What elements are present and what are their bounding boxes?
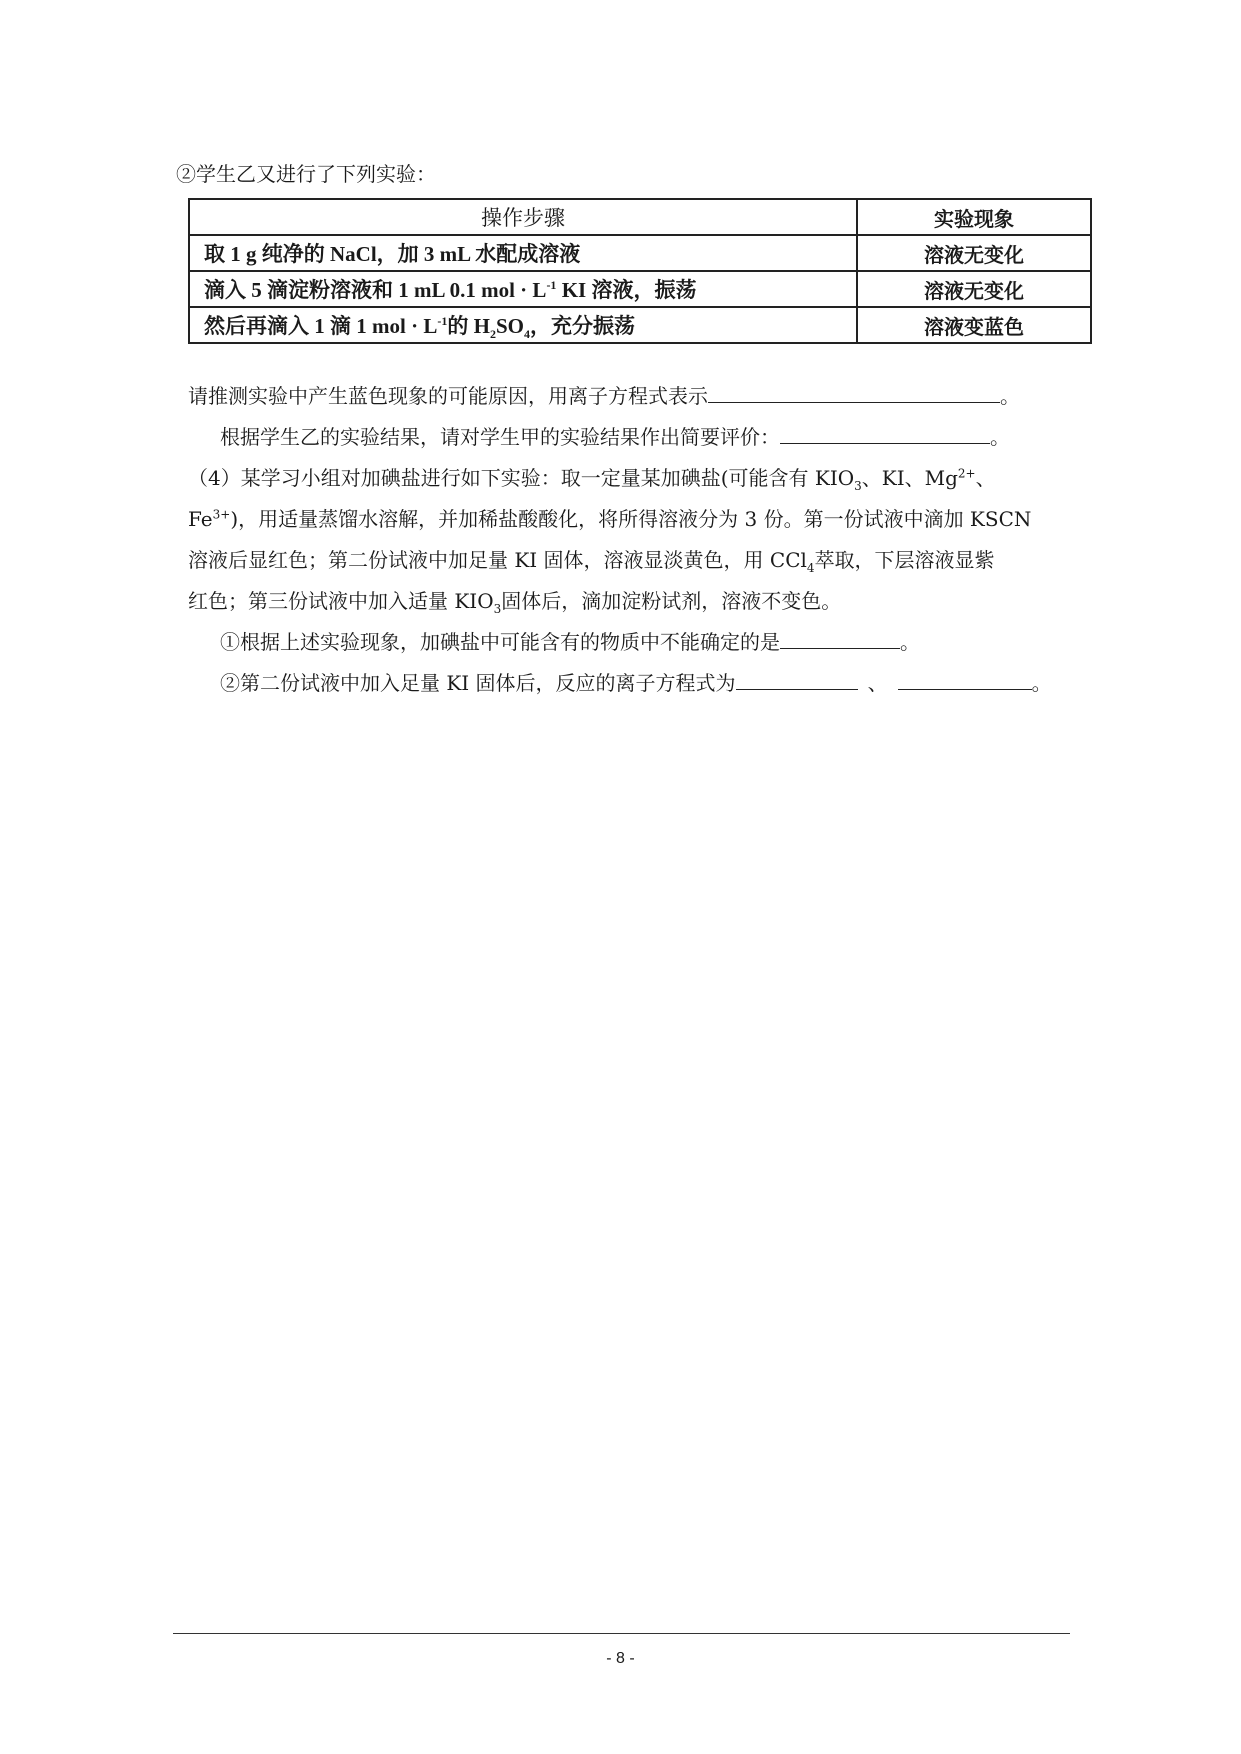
answer-blank[interactable] xyxy=(736,669,858,690)
page-number: - 8 - xyxy=(606,1650,635,1667)
step-cell xyxy=(189,307,857,343)
q4-text: 固体后，滴加淀粉试剂，溶液不变色。 xyxy=(501,589,842,613)
question-reason xyxy=(188,382,1020,410)
punctuation: 。 xyxy=(990,425,1010,449)
q4-text: 、KI、Mg xyxy=(861,466,958,490)
subscript: 4 xyxy=(806,561,815,575)
step-cell: 取 1 g 纯净的 NaCl，加 3 mL 水配成溶液 xyxy=(189,235,857,271)
punctuation: 。 xyxy=(900,630,920,654)
subscript: 3 xyxy=(854,479,862,493)
question-evaluation xyxy=(220,423,1010,451)
question-text: 请推测实验中产生蓝色现象的可能原因，用离子方程式表示 xyxy=(188,384,708,408)
step-text: KI 溶液，振荡 xyxy=(556,278,697,302)
step-text: SO xyxy=(495,314,524,338)
sub-question-1 xyxy=(220,628,920,656)
superscript: 3+ xyxy=(212,507,231,522)
subscript: 3 xyxy=(493,602,502,616)
observation-cell: 溶液无变化 xyxy=(857,235,1091,271)
q4-text: )，用适量蒸馏水溶解，并加稀盐酸酸化，将所得溶液分为 3 份。第一份试液中滴加 KSCN xyxy=(230,507,1032,531)
sub-question-2 xyxy=(220,669,1052,697)
separator: 、 xyxy=(867,671,888,695)
footer-divider xyxy=(173,1633,1070,1634)
step-text: 然后再滴入 1 滴 1 mol · L xyxy=(204,314,438,338)
table-row xyxy=(189,307,1091,343)
q4-text: Fe xyxy=(188,507,213,531)
superscript: -1 xyxy=(546,278,557,292)
q4-text: （4）某学习小组对加碘盐进行如下实验：取一定量某加碘盐(可能含有 KIO xyxy=(188,466,855,490)
subscript: 2 xyxy=(489,327,496,342)
observation-cell: 溶液变蓝色 xyxy=(857,307,1091,343)
header-steps: 操作步骤 xyxy=(189,199,857,235)
experiment-table xyxy=(188,198,1092,344)
table-row xyxy=(189,271,1091,307)
question-text: 根据学生乙的实验结果，请对学生甲的实验结果作出简要评价： xyxy=(220,425,780,449)
question-text: ②第二份试液中加入足量 KI 固体后，反应的离子方程式为 xyxy=(220,671,736,695)
table-header-row xyxy=(189,199,1091,235)
q4-line-3 xyxy=(188,546,995,574)
answer-blank[interactable] xyxy=(708,382,1000,403)
q4-text: 红色；第三份试液中加入适量 KIO xyxy=(188,589,494,613)
punctuation: 。 xyxy=(1000,384,1020,408)
q4-text: 、 xyxy=(975,466,996,490)
answer-blank[interactable] xyxy=(898,669,1032,690)
q4-text: 萃取，下层溶液显紫 xyxy=(814,548,995,572)
superscript: -1 xyxy=(437,314,448,328)
q4-text: 溶液后显红色；第二份试液中加足量 KI 固体，溶液显淡黄色，用 CCl xyxy=(188,548,807,572)
step-text: 的 H xyxy=(447,314,490,338)
answer-blank[interactable] xyxy=(780,628,900,649)
step-cell xyxy=(189,271,857,307)
step-text: ，充分振荡 xyxy=(529,314,635,338)
q4-line-4 xyxy=(188,587,841,615)
observation-cell: 溶液无变化 xyxy=(857,271,1091,307)
superscript: 2+ xyxy=(957,466,976,481)
intro-text: ②学生乙又进行了下列实验： xyxy=(176,162,436,186)
q4-line-1 xyxy=(188,464,996,492)
step-text: 滴入 5 滴淀粉溶液和 1 mL 0.1 mol · L xyxy=(204,278,547,302)
answer-blank[interactable] xyxy=(780,423,990,444)
subscript: 4 xyxy=(523,327,530,342)
table-row xyxy=(189,235,1091,271)
punctuation: 。 xyxy=(1031,671,1052,695)
header-observation: 实验现象 xyxy=(857,199,1091,235)
q4-line-2 xyxy=(188,505,1031,533)
question-text: ①根据上述实验现象，加碘盐中可能含有的物质中不能确定的是 xyxy=(220,630,780,654)
